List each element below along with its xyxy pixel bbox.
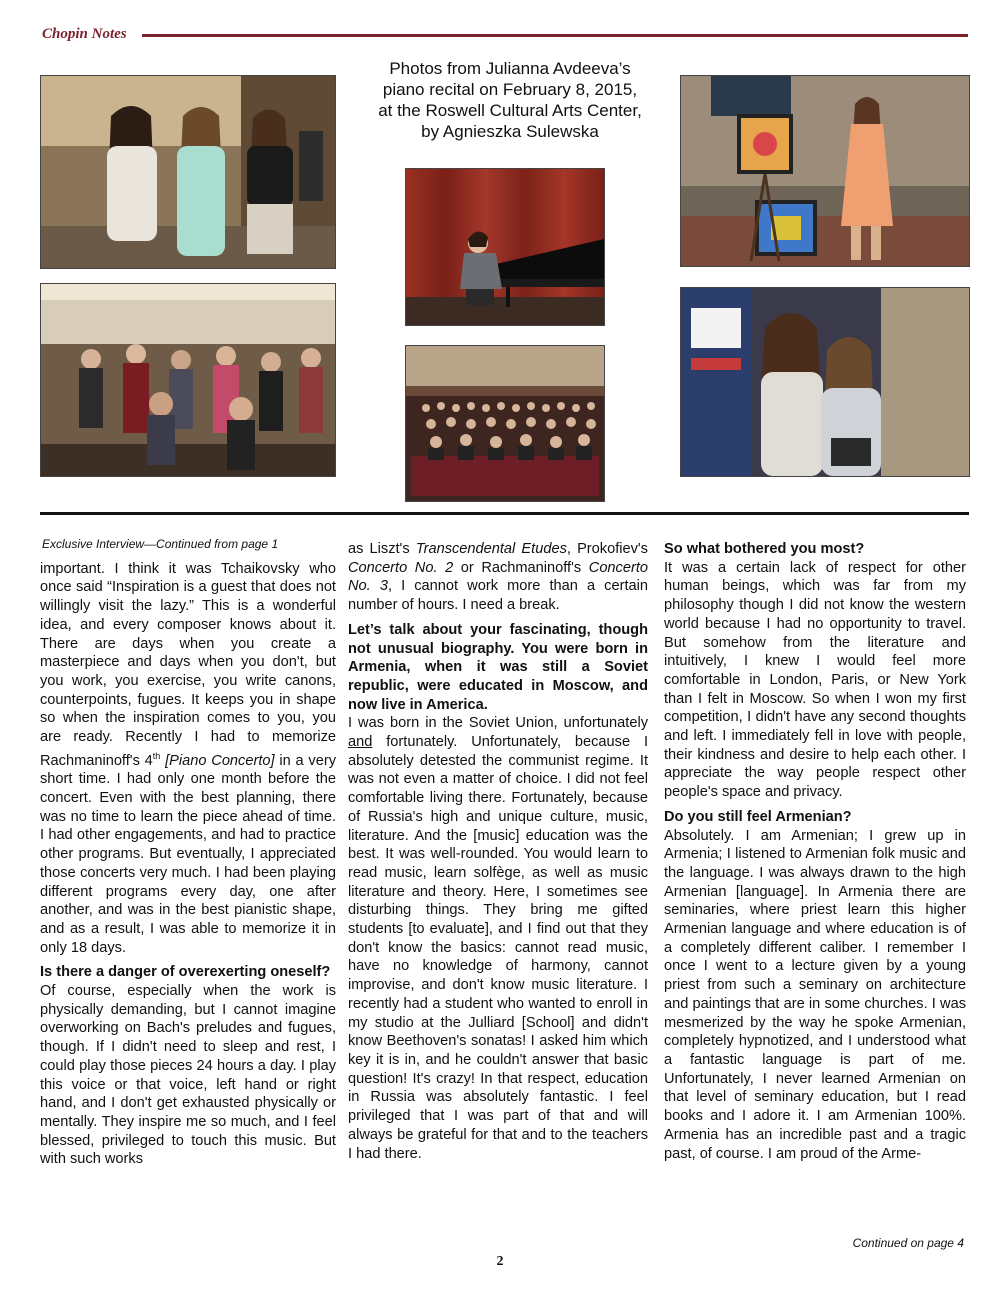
paragraph-text: or Rachmaninoff's <box>460 559 582 576</box>
three-girls-photo <box>40 75 336 269</box>
article-column-2 <box>348 540 648 1163</box>
interview-question: Let’s talk about your fascinating, though not unusual biography. You were born in Armenia, when it was still a Soviet republic, were educated in Moscow, and now live in America. <box>348 621 648 713</box>
article-paragraph: Absolutely. I am Armenian; I grew up in Armenia; I listened to Armenian folk music and the language. I was always drawn to the high Armenian [language]. In Armenia there are seminaries, where priest learn this higher Armenian language and where education is of a completely different caliber. I remember I once I went to a lecture given by a young priest from such a seminary on architecture and paintings that are in some churches. I was mesmerized by the way he spoke Armenian, completely hypnotized, and I understood what a fantastic language is part of me. Unfortunately, I never learned Armenian on that level of seminary education, but I read books and I adore it. I am Armenian 100%. Armenia has an incredible past and a tragic past, of course. I am proud of the Arme- <box>664 827 966 1162</box>
page-number: 2 <box>496 1254 504 1269</box>
continued-to-note: Continued on page 4 <box>852 1236 964 1250</box>
caption-line: by Agnieszka Sulewska <box>421 122 599 141</box>
interview-question: Do you still feel Armenian? <box>664 808 852 825</box>
interview-question: Is there a danger of overexerting oneself? <box>40 964 331 981</box>
article-paragraph <box>40 560 336 958</box>
ordinal-number: 4 <box>144 752 153 769</box>
ordinal-suffix: th <box>152 750 161 761</box>
article-paragraph <box>348 714 648 1163</box>
paragraph-text: , I cannot work more than a certain number of hours. I need a break. <box>348 578 648 614</box>
photo-caption <box>340 58 680 142</box>
section-divider <box>40 512 969 515</box>
reception-crowd-photo <box>40 283 336 477</box>
article-column-1 <box>40 535 336 1169</box>
caption-line: at the Roswell Cultural Arts Center, <box>378 101 642 120</box>
caption-line: piano recital on February 8, 2015, <box>382 80 638 99</box>
article-paragraph: Of course, especially when the work is physically demanding, but I cannot imagine overworking on Bach's preludes and fugues, though. If I didn't need to sleep and rest, I could play those pieces 24 hours a day. I play this voice or that voice, left hand or right hand, and I don't get exhausted physically or mentally. They inspire me so much, and I feel blessed, privileged to touch this music. But with such works <box>40 983 336 1168</box>
continued-from-note: Exclusive Interview—Continued from page 1 <box>42 537 279 551</box>
paragraph-text: in a very short time. I had only one month before the concert. Even with the best planning, there was no time to learn the piece ahead of time. I had other engagements, and had to practice other programs. But eventually, I appreciated those concerts very much. I had been playing different programs every day, one after another, and was in the best pianistic shape, and as a result, I was able to memorize it in only 18 days. <box>40 752 336 956</box>
paragraph-text: I was born in the Soviet Union, unfortunately <box>348 715 648 732</box>
article-paragraph <box>348 540 648 615</box>
header-rule <box>142 34 968 37</box>
paragraph-text: , Prokofiev's <box>566 541 648 557</box>
work-title: Concerto No. 2 <box>348 559 454 576</box>
two-girls-photo <box>680 287 970 477</box>
article-paragraph: It was a certain lack of respect for other human beings, which was far from my philosophy though I did not know the western world because I had no opportunity to travel. But somehow from the literature and intuitively, I knew I would feel more comfortable in London, Paris, or New York than I felt in Moscow. So when I won my first competition, I didn't have any second thoughts and left. I immediately fell in love with people, their kindness and desire to help each other. I appreciate the way people respect other people's space and privacy. <box>664 559 966 801</box>
pianist-photo <box>405 168 605 326</box>
paragraph-text: important. I think it was Tchaikovsky who once said “Inspiration is a guest that does not willingly visit the lazy.” This is a wonderful idea, and every composer knows about it. There are days when you create a masterpiece and days when you don't, but you work, you exercise, you write canons, counterpoints, fugues. It keeps you in shape so when the inspiration comes to you, you are ready. Recently I had to memorize Rachmaninoff's <box>40 560 336 769</box>
work-title: Transcendental Etudes <box>415 541 567 557</box>
work-title: Concerto No. 3 <box>348 559 648 595</box>
paragraph-text: as Liszt's <box>348 541 410 557</box>
article-column-3 <box>664 540 966 1163</box>
interview-question: So what bothered you most? <box>664 541 865 557</box>
caption-line: Photos from Julianna Avdeeva’s <box>389 59 631 78</box>
girl-with-artwork-photo <box>680 75 970 267</box>
audience-photo <box>405 345 605 502</box>
newsletter-title: Chopin Notes <box>42 26 127 42</box>
underlined-word: and <box>348 734 373 751</box>
paragraph-text: fortunately. Unfortunately, because I absolutely detested the communist regime. It was not even a matter of choice. I did not feel comfortable living there. Fortunately, because of Russia's high and unique culture, music, literature. And the [music] education was the best. It was well-rounded. You would learn to read music, learn solfège, as well as music literature and theory. Here, I sometimes see disturbing things. They bring me gifted students [to evaluate], and I find out that they don't know the basics: cannot read music, have no knowledge of harmony, cannot improvise, and don't know music literature. I recently had a student who wanted to enroll in my studio at the Julliard [School] and didn't know Beethoven's sonatas! I asked him which key it is in, and he couldn't answer that basic question! It's crazy! In that respect, education in Russia was absolutely fantastic. I feel privileged that I was part of that and will always be grateful for that and to the teachers I had there. <box>348 734 649 1162</box>
piano-concerto-note: [Piano Concerto] <box>165 752 275 769</box>
